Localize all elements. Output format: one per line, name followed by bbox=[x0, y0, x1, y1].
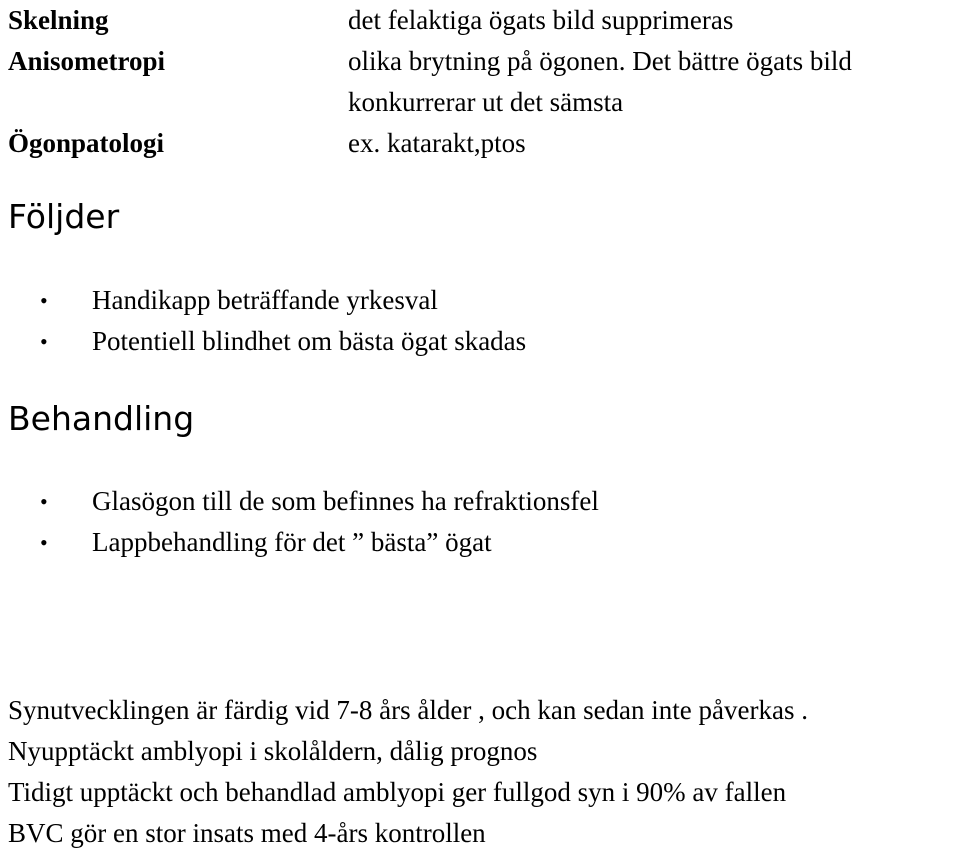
definition-row-continuation bbox=[8, 82, 958, 123]
definition-term: Skelning bbox=[8, 5, 109, 35]
summary-line: BVC gör en stor insats med 4-års kontrollen bbox=[8, 818, 486, 848]
list-item bbox=[40, 481, 599, 522]
section-heading-behandling: Behandling bbox=[8, 399, 195, 438]
list-item-text: Handikapp beträffande yrkesval bbox=[92, 285, 438, 315]
bullet-icon: • bbox=[40, 489, 48, 514]
definition-term: Ögonpatologi bbox=[8, 128, 165, 158]
summary-line: Nyupptäckt amblyopi i skolåldern, dålig prognos bbox=[8, 736, 538, 766]
summary-paragraph bbox=[8, 690, 958, 854]
definition-text: olika brytning på ögonen. Det bättre ögats bild bbox=[348, 46, 852, 76]
list-item bbox=[40, 280, 526, 321]
definition-row-anisometropi bbox=[8, 41, 958, 82]
summary-line: Tidigt upptäckt och behandlad amblyopi ger fullgod syn i 90% av fallen bbox=[8, 777, 787, 807]
bullet-icon: • bbox=[40, 530, 48, 555]
list-item bbox=[40, 522, 599, 563]
definition-row-ogonpatologi bbox=[8, 123, 958, 164]
definition-text: konkurrerar ut det sämsta bbox=[348, 87, 624, 117]
section-heading-foljder: Följder bbox=[8, 197, 120, 236]
definition-text: det felaktiga ögats bild supprimeras bbox=[348, 5, 734, 35]
bullet-icon: • bbox=[40, 329, 48, 354]
summary-line: Synutvecklingen är färdig vid 7-8 års ålder , och kan sedan inte påverkas . bbox=[8, 695, 808, 725]
foljder-list bbox=[40, 280, 526, 362]
definition-term: Anisometropi bbox=[8, 46, 166, 76]
definitions-block bbox=[8, 0, 958, 164]
bullet-icon: • bbox=[40, 288, 48, 313]
list-item-text: Potentiell blindhet om bästa ögat skadas bbox=[92, 326, 527, 356]
list-item-text: Glasögon till de som befinnes ha refraktionsfel bbox=[92, 486, 599, 516]
definition-row-skelning bbox=[8, 0, 958, 41]
behandling-list bbox=[40, 481, 599, 563]
definition-text: ex. katarakt,ptos bbox=[348, 128, 526, 158]
list-item-text: Lappbehandling för det ” bästa” ögat bbox=[92, 527, 492, 557]
list-item bbox=[40, 321, 526, 362]
